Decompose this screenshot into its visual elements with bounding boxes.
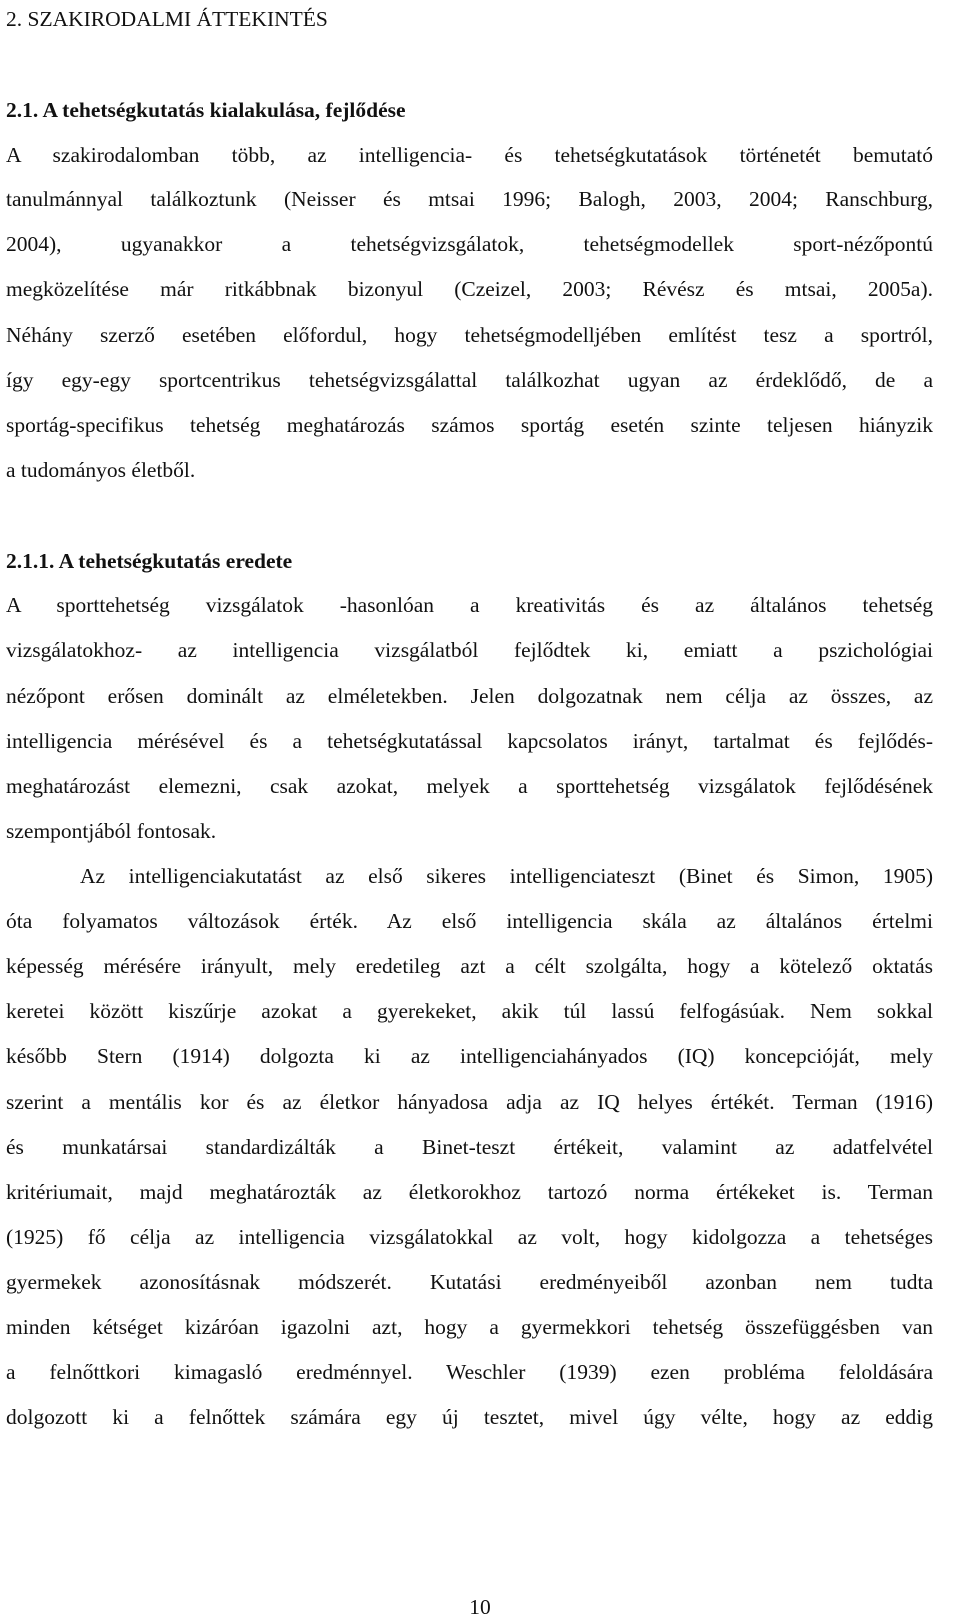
text-line: tanulmánnyal találkoztunk (Neisser és mtsai 1996; Balogh, 2003, 2004; Ranschburg,	[6, 187, 933, 211]
subsection-heading: 2.1. A tehetségkutatás kialakulása, fejlődése	[6, 98, 406, 122]
text-line: és munkatársai standardizálták a Binet-teszt értékeit, valamint az adatfelvétel	[6, 1135, 933, 1159]
text-line: gyermekek azonosításnak módszerét. Kutatási eredményeiből azonban nem tudta	[6, 1270, 933, 1294]
text-line: később Stern (1914) dolgozta ki az intelligenciahányados (IQ) koncepcióját, mely	[6, 1044, 933, 1068]
text-line: sportág-specifikus tehetség meghatározás számos sportág esetén szinte teljesen hiányzik	[6, 413, 933, 437]
section-heading: 2. SZAKIRODALMI ÁTTEKINTÉS	[6, 7, 328, 31]
subsubsection-heading: 2.1.1. A tehetségkutatás eredete	[6, 549, 293, 573]
text-line: nézőpont erősen dominált az elméletekben. Jelen dolgozatnak nem célja az összes, az	[6, 684, 933, 708]
text-line: így egy-egy sportcentrikus tehetségvizsgálattal találkozhat ugyan az érdeklődő, de a	[6, 368, 933, 392]
text-line: a felnőttkori kimagasló eredménnyel. Weschler (1939) ezen probléma feloldására	[6, 1360, 933, 1384]
text-line: keretei között kiszűrje azokat a gyerekeket, akik túl lassú felfogásúak. Nem sokkal	[6, 999, 933, 1023]
text-line: Az intelligenciakutatást az első sikeres intelligenciateszt (Binet és Simon, 1905)	[80, 864, 933, 888]
text-line: szerint a mentális kor és az életkor hányadosa adja az IQ helyes értékét. Terman (1916)	[6, 1090, 933, 1114]
text-line: A szakirodalomban több, az intelligencia- és tehetségkutatások történetét bemutató	[6, 143, 933, 167]
text-line: Néhány szerző esetében előfordul, hogy tehetségmodelljében említést tesz a sportról,	[6, 323, 933, 347]
text-line: megközelítése már ritkábbnak bizonyul (Czeizel, 2003; Révész és mtsai, 2005a).	[6, 277, 933, 301]
text-line: kritériumait, majd meghatározták az életkorokhoz tartozó norma értékeket is. Terman	[6, 1180, 933, 1204]
text-line: szempontjából fontosak.	[6, 819, 217, 843]
text-line: A sporttehetség vizsgálatok -hasonlóan a kreativitás és az általános tehetség	[6, 593, 933, 617]
page-number: 10	[469, 1595, 491, 1619]
text-line: intelligencia mérésével és a tehetségkutatással kapcsolatos irányt, tartalmat és fejlődés-	[6, 729, 933, 753]
text-line: 2004), ugyanakkor a tehetségvizsgálatok, tehetségmodellek sport-nézőpontú	[6, 232, 933, 256]
text-line: meghatározást elemezni, csak azokat, melyek a sporttehetség vizsgálatok fejlődésének	[6, 774, 933, 798]
text-line: minden kétséget kizáróan igazolni azt, hogy a gyermekkori tehetség összefüggésben van	[6, 1315, 933, 1339]
text-line: a tudományos életből.	[6, 458, 196, 482]
text-line: óta folyamatos változások érték. Az első intelligencia skála az általános értelmi	[6, 909, 933, 933]
text-line: dolgozott ki a felnőttek számára egy új tesztet, mivel úgy vélte, hogy az eddig	[6, 1405, 933, 1429]
text-line: (1925) fő célja az intelligencia vizsgálatokkal az volt, hogy kidolgozza a tehetséges	[6, 1225, 933, 1249]
text-line: képesség mérésére irányult, mely eredetileg azt a célt szolgálta, hogy a kötelező oktatás	[6, 954, 933, 978]
text-line: vizsgálatokhoz- az intelligencia vizsgálatból fejlődtek ki, emiatt a pszichológiai	[6, 638, 933, 662]
